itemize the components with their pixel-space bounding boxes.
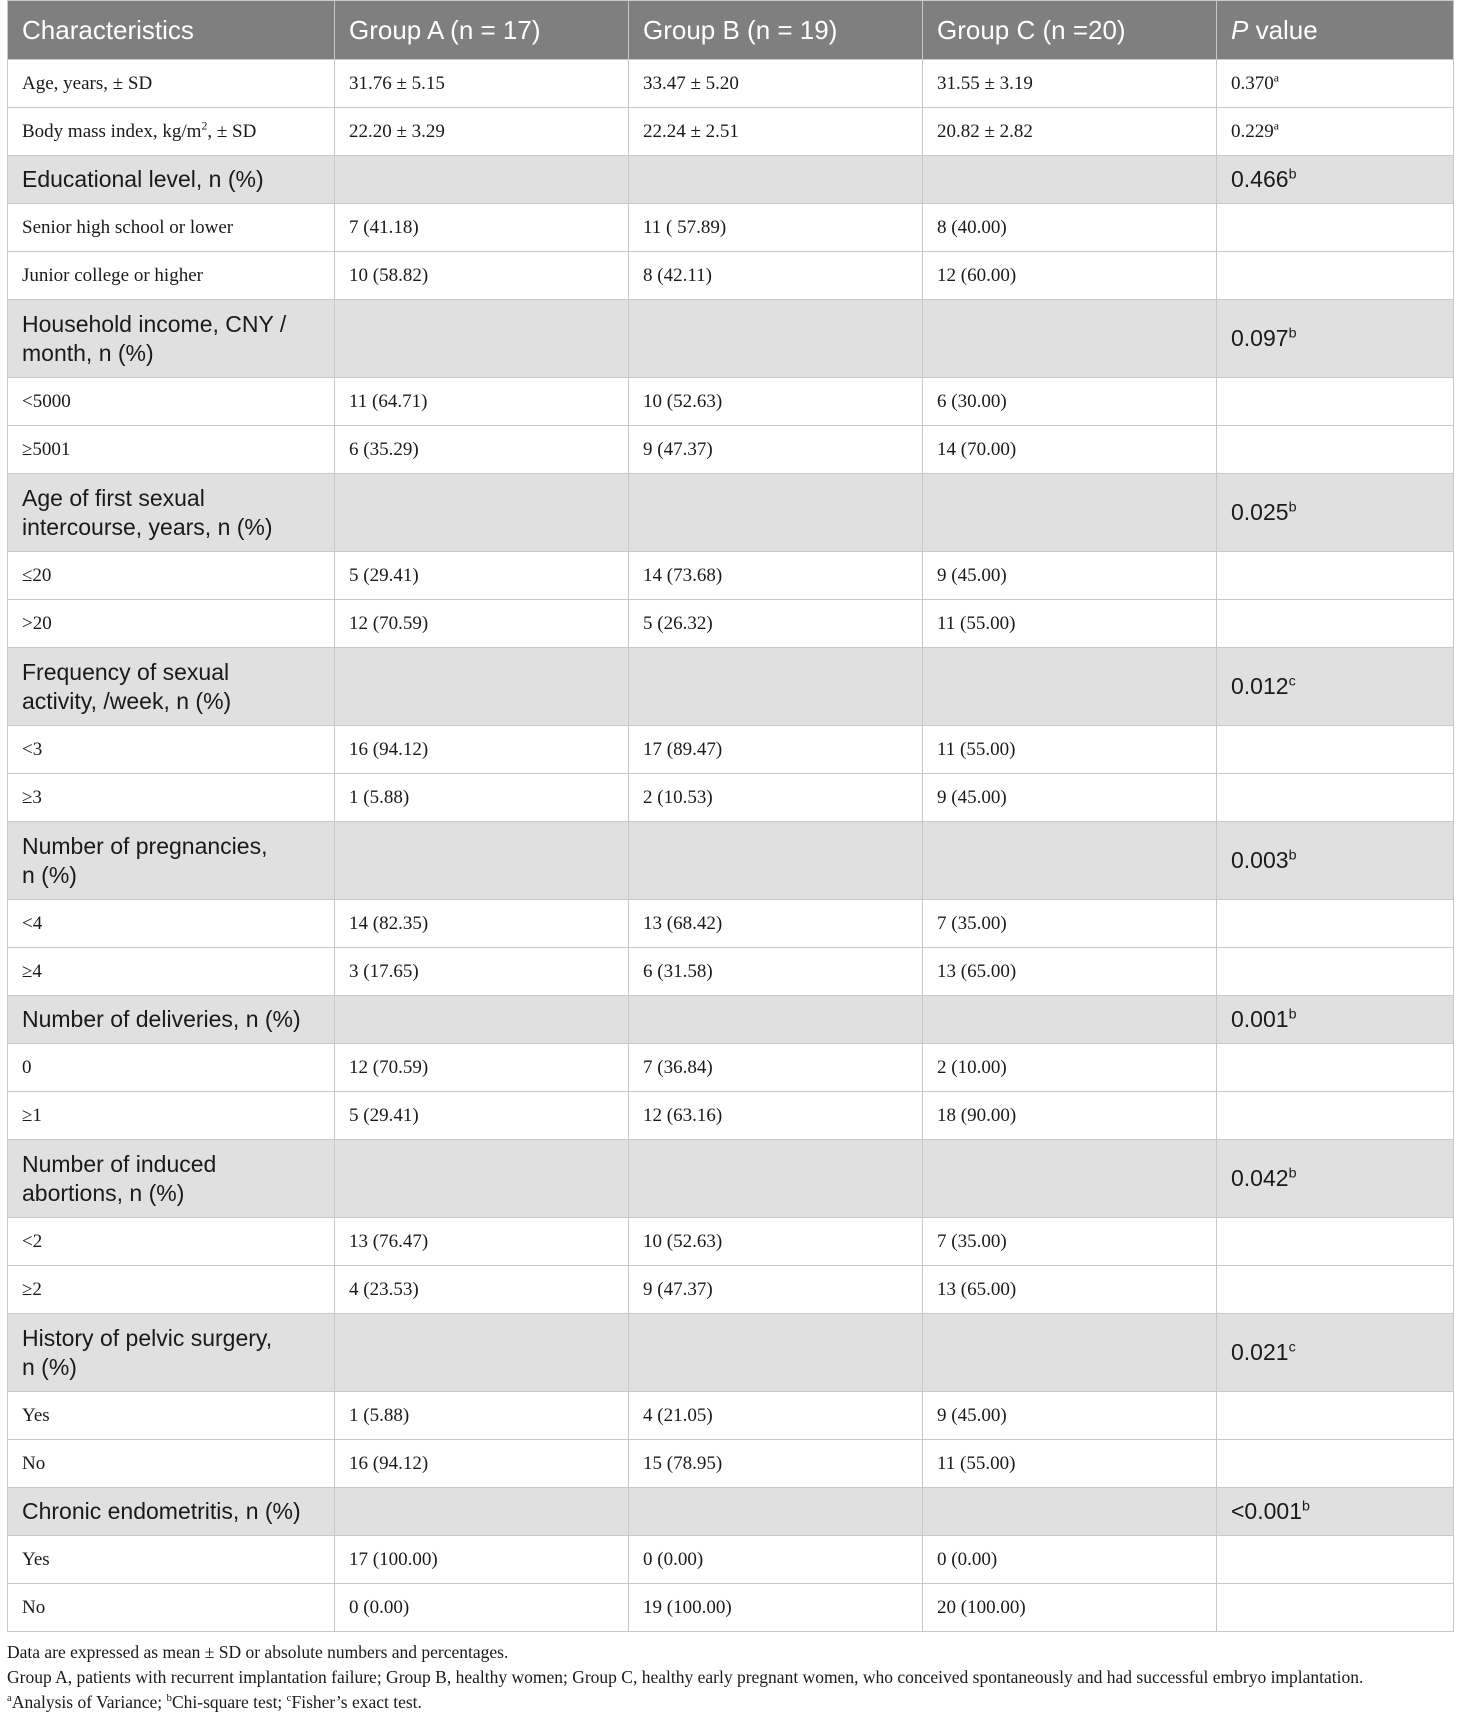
cell-group-b: [629, 300, 923, 378]
row-label: >20: [8, 600, 335, 648]
table-row: [8, 426, 1454, 474]
header-group-b: Group B (n = 19): [629, 1, 923, 60]
cell-group-c: 18 (90.00): [923, 1092, 1217, 1140]
category-label: [8, 474, 335, 552]
row-label-suffix: , ± SD: [207, 120, 257, 142]
cell-p-value: [1217, 156, 1454, 204]
table-row: [8, 1092, 1454, 1140]
cell-p-value: [1217, 1584, 1454, 1632]
p-value-superscript: b: [1288, 325, 1297, 342]
cell-group-b: 19 (100.00): [629, 1584, 923, 1632]
category-row: [8, 300, 1454, 378]
category-label-line1: Household income, CNY /: [22, 310, 287, 337]
cell-group-b: 17 (89.47): [629, 726, 923, 774]
footnote-line-2: Group A, patients with recurrent implantation failure; Group B, healthy women; Group C, healthy early pregnant women, who conceived spontaneously and had successful embryo implantation.: [7, 1667, 1364, 1687]
header-row: [8, 1, 1454, 60]
cell-group-b: 12 (63.16): [629, 1092, 923, 1140]
cell-group-c: [923, 648, 1217, 726]
cell-group-b: 9 (47.37): [629, 426, 923, 474]
cell-p-value: [1217, 552, 1454, 600]
table-row: [8, 1044, 1454, 1092]
cell-group-b: 8 (42.11): [629, 252, 923, 300]
cell-group-a: [335, 996, 629, 1044]
table-row: [8, 948, 1454, 996]
cell-group-a: 11 (64.71): [335, 378, 629, 426]
cell-group-a: [335, 822, 629, 900]
cell-group-c: 12 (60.00): [923, 252, 1217, 300]
cell-group-c: 31.55 ± 3.19: [923, 60, 1217, 108]
cell-group-a: [335, 1488, 629, 1536]
p-value-superscript: b: [1288, 1006, 1297, 1023]
cell-group-a: [335, 300, 629, 378]
header-group-c: Group C (n =20): [923, 1, 1217, 60]
cell-group-b: 13 (68.42): [629, 900, 923, 948]
footnote-fisher: Fisher’s exact test.: [291, 1692, 422, 1712]
cell-group-a: 5 (29.41): [335, 552, 629, 600]
cell-group-c: 11 (55.00): [923, 600, 1217, 648]
footnote-chi-square: Chi-square test;: [171, 1692, 287, 1712]
cell-group-a: 5 (29.41): [335, 1092, 629, 1140]
footnote-sup-a: a: [7, 1692, 12, 1705]
row-label: ≥5001: [8, 426, 335, 474]
cell-group-c: [923, 822, 1217, 900]
table-row: [8, 108, 1454, 156]
cell-group-b: [629, 1140, 923, 1218]
cell-group-a: 1 (5.88): [335, 774, 629, 822]
table-row: [8, 774, 1454, 822]
cell-p-value: [1217, 1140, 1454, 1218]
row-label-text: Body mass index, kg/m: [22, 120, 202, 142]
table-row: [8, 552, 1454, 600]
category-label: Educational level, n (%): [8, 156, 335, 204]
row-label: [8, 108, 335, 156]
cell-p-value: [1217, 1314, 1454, 1392]
cell-p-value: [1217, 204, 1454, 252]
p-value: 0.025: [1231, 499, 1289, 525]
row-label: <3: [8, 726, 335, 774]
table-row: [8, 1392, 1454, 1440]
p-value-superscript: c: [1288, 673, 1296, 690]
footnote-line-1: Data are expressed as mean ± SD or absolute numbers and percentages.: [7, 1642, 509, 1662]
characteristics-table: [7, 0, 1454, 1632]
category-label-line2: intercourse, years, n (%): [22, 513, 273, 540]
cell-group-b: 4 (21.05): [629, 1392, 923, 1440]
cell-group-a: 6 (35.29): [335, 426, 629, 474]
cell-group-a: 13 (76.47): [335, 1218, 629, 1266]
cell-group-c: 13 (65.00): [923, 1266, 1217, 1314]
row-label: Age, years, ± SD: [8, 60, 335, 108]
cell-group-b: 14 (73.68): [629, 552, 923, 600]
row-label: Junior college or higher: [8, 252, 335, 300]
cell-p-value: [1217, 1044, 1454, 1092]
cell-group-b: 7 (36.84): [629, 1044, 923, 1092]
cell-group-c: 6 (30.00): [923, 378, 1217, 426]
category-label-line2: month, n (%): [22, 339, 154, 366]
p-value: 0.097: [1231, 325, 1289, 351]
cell-group-c: 9 (45.00): [923, 774, 1217, 822]
table-row: [8, 1218, 1454, 1266]
cell-p-value: [1217, 426, 1454, 474]
cell-group-c: 8 (40.00): [923, 204, 1217, 252]
cell-group-c: 7 (35.00): [923, 1218, 1217, 1266]
row-label: ≥1: [8, 1092, 335, 1140]
p-value: 0.370: [1231, 72, 1274, 94]
cell-p-value: [1217, 1092, 1454, 1140]
p-value-superscript: b: [1288, 499, 1297, 516]
cell-group-c: 11 (55.00): [923, 1440, 1217, 1488]
cell-group-b: 33.47 ± 5.20: [629, 60, 923, 108]
cell-group-c: 11 (55.00): [923, 726, 1217, 774]
p-value-superscript: b: [1288, 847, 1297, 864]
cell-group-b: 10 (52.63): [629, 378, 923, 426]
cell-group-a: 22.20 ± 3.29: [335, 108, 629, 156]
cell-group-c: 7 (35.00): [923, 900, 1217, 948]
p-value: 0.001: [1231, 1006, 1289, 1032]
cell-p-value: [1217, 1488, 1454, 1536]
row-label-superscript: 2: [201, 119, 208, 133]
cell-p-value: [1217, 300, 1454, 378]
table-row: [8, 60, 1454, 108]
table-row: [8, 1440, 1454, 1488]
p-value-superscript: a: [1273, 71, 1279, 85]
cell-group-c: [923, 996, 1217, 1044]
p-value-text: value: [1248, 14, 1318, 45]
header-characteristics: Characteristics: [8, 1, 335, 60]
cell-group-c: 9 (45.00): [923, 552, 1217, 600]
cell-group-b: 9 (47.37): [629, 1266, 923, 1314]
row-label: ≥4: [8, 948, 335, 996]
table-row: [8, 600, 1454, 648]
cell-group-a: 16 (94.12): [335, 726, 629, 774]
category-row: [8, 1140, 1454, 1218]
table-body: [8, 60, 1454, 1632]
cell-p-value: [1217, 900, 1454, 948]
footnote-sup-b: b: [166, 1692, 172, 1705]
row-label: ≥3: [8, 774, 335, 822]
category-label-line1: Number of pregnancies,: [22, 832, 268, 859]
category-row: [8, 822, 1454, 900]
category-label: [8, 822, 335, 900]
cell-group-c: [923, 1314, 1217, 1392]
category-label-line1: History of pelvic surgery,: [22, 1324, 273, 1351]
table-row: [8, 726, 1454, 774]
row-label: ≤20: [8, 552, 335, 600]
cell-group-c: [923, 1140, 1217, 1218]
cell-group-a: 7 (41.18): [335, 204, 629, 252]
p-value: 0.003: [1231, 847, 1289, 873]
cell-p-value: [1217, 996, 1454, 1044]
header-p-value: [1217, 1, 1454, 60]
category-label-line2: n (%): [22, 861, 77, 888]
cell-group-a: [335, 1314, 629, 1392]
cell-p-value: [1217, 726, 1454, 774]
cell-p-value: [1217, 108, 1454, 156]
row-label: No: [8, 1584, 335, 1632]
cell-p-value: [1217, 378, 1454, 426]
row-label: 0: [8, 1044, 335, 1092]
table-footnotes: [7, 1640, 1453, 1715]
cell-group-c: 9 (45.00): [923, 1392, 1217, 1440]
cell-group-a: 1 (5.88): [335, 1392, 629, 1440]
p-value: 0.042: [1231, 1165, 1289, 1191]
category-label: Number of deliveries, n (%): [8, 996, 335, 1044]
cell-p-value: [1217, 1218, 1454, 1266]
footnote-line-3: [7, 1690, 1453, 1715]
cell-group-b: 6 (31.58): [629, 948, 923, 996]
category-label: [8, 1140, 335, 1218]
cell-p-value: [1217, 252, 1454, 300]
cell-group-a: [335, 648, 629, 726]
table-row: [8, 1584, 1454, 1632]
category-label: [8, 300, 335, 378]
table-header: [8, 1, 1454, 60]
cell-group-c: 13 (65.00): [923, 948, 1217, 996]
category-label-line1: Number of induced: [22, 1150, 217, 1177]
category-label-line2: activity, /week, n (%): [22, 687, 232, 714]
p-value-superscript: b: [1302, 1498, 1310, 1515]
cell-group-b: 2 (10.53): [629, 774, 923, 822]
cell-group-b: [629, 1314, 923, 1392]
row-label: Senior high school or lower: [8, 204, 335, 252]
cell-group-a: 17 (100.00): [335, 1536, 629, 1584]
table-row: [8, 1536, 1454, 1584]
cell-group-b: 15 (78.95): [629, 1440, 923, 1488]
cell-p-value: [1217, 600, 1454, 648]
cell-group-a: 16 (94.12): [335, 1440, 629, 1488]
cell-p-value: [1217, 1536, 1454, 1584]
p-value: 0.012: [1231, 673, 1289, 699]
footnote-sup-c: c: [286, 1692, 292, 1705]
p-value: <0.001: [1231, 1498, 1302, 1524]
cell-group-a: 4 (23.53): [335, 1266, 629, 1314]
cell-group-c: [923, 156, 1217, 204]
cell-group-c: 0 (0.00): [923, 1536, 1217, 1584]
header-group-a: Group A (n = 17): [335, 1, 629, 60]
p-value-superscript: b: [1288, 1165, 1297, 1182]
row-label: Yes: [8, 1392, 335, 1440]
category-row: [8, 156, 1454, 204]
cell-group-a: [335, 474, 629, 552]
category-row: [8, 996, 1454, 1044]
cell-p-value: [1217, 648, 1454, 726]
cell-group-b: [629, 474, 923, 552]
row-label: ≥2: [8, 1266, 335, 1314]
p-value-superscript: c: [1288, 1339, 1296, 1356]
category-row: [8, 1488, 1454, 1536]
row-label: <4: [8, 900, 335, 948]
cell-p-value: [1217, 60, 1454, 108]
category-label: Chronic endometritis, n (%): [8, 1488, 335, 1536]
cell-group-c: [923, 300, 1217, 378]
cell-group-c: 2 (10.00): [923, 1044, 1217, 1092]
cell-p-value: [1217, 822, 1454, 900]
cell-group-a: 31.76 ± 5.15: [335, 60, 629, 108]
cell-group-a: 14 (82.35): [335, 900, 629, 948]
table-row: [8, 204, 1454, 252]
row-label: <2: [8, 1218, 335, 1266]
row-label: Yes: [8, 1536, 335, 1584]
category-label: [8, 648, 335, 726]
p-value: 0.466: [1231, 166, 1289, 192]
cell-p-value: [1217, 1392, 1454, 1440]
category-label: [8, 1314, 335, 1392]
table-row: [8, 1266, 1454, 1314]
cell-group-b: 11 ( 57.89): [629, 204, 923, 252]
category-label-line2: n (%): [22, 1353, 77, 1380]
p-value-superscript: a: [1273, 119, 1279, 133]
cell-group-b: 22.24 ± 2.51: [629, 108, 923, 156]
table-row: [8, 900, 1454, 948]
category-row: [8, 1314, 1454, 1392]
p-value: 0.021: [1231, 1339, 1289, 1365]
table-row: [8, 252, 1454, 300]
cell-group-a: 3 (17.65): [335, 948, 629, 996]
cell-group-b: [629, 156, 923, 204]
p-value: 0.229: [1231, 120, 1274, 142]
cell-group-b: [629, 996, 923, 1044]
cell-group-a: 0 (0.00): [335, 1584, 629, 1632]
cell-group-c: [923, 474, 1217, 552]
cell-group-a: [335, 1140, 629, 1218]
cell-group-b: 5 (26.32): [629, 600, 923, 648]
category-label-line2: abortions, n (%): [22, 1179, 185, 1206]
cell-group-c: 20 (100.00): [923, 1584, 1217, 1632]
cell-group-b: 0 (0.00): [629, 1536, 923, 1584]
category-row: [8, 474, 1454, 552]
category-row: [8, 648, 1454, 726]
row-label: No: [8, 1440, 335, 1488]
cell-group-a: 10 (58.82): [335, 252, 629, 300]
cell-group-b: [629, 822, 923, 900]
cell-p-value: [1217, 774, 1454, 822]
cell-group-c: 20.82 ± 2.82: [923, 108, 1217, 156]
cell-group-c: 14 (70.00): [923, 426, 1217, 474]
cell-p-value: [1217, 1266, 1454, 1314]
table-row: [8, 378, 1454, 426]
p-symbol: P: [1231, 14, 1249, 45]
category-label-line1: Frequency of sexual: [22, 658, 230, 685]
cell-group-c: [923, 1488, 1217, 1536]
cell-p-value: [1217, 474, 1454, 552]
cell-p-value: [1217, 948, 1454, 996]
cell-group-b: [629, 1488, 923, 1536]
category-label-line1: Age of first sexual: [22, 484, 205, 511]
cell-group-a: [335, 156, 629, 204]
p-value-superscript: b: [1288, 166, 1297, 183]
footnote-anova: Analysis of Variance;: [11, 1692, 167, 1712]
cell-group-a: 12 (70.59): [335, 1044, 629, 1092]
row-label: <5000: [8, 378, 335, 426]
cell-group-b: 10 (52.63): [629, 1218, 923, 1266]
cell-group-b: [629, 648, 923, 726]
cell-group-a: 12 (70.59): [335, 600, 629, 648]
table-container: [7, 0, 1453, 1715]
cell-p-value: [1217, 1440, 1454, 1488]
